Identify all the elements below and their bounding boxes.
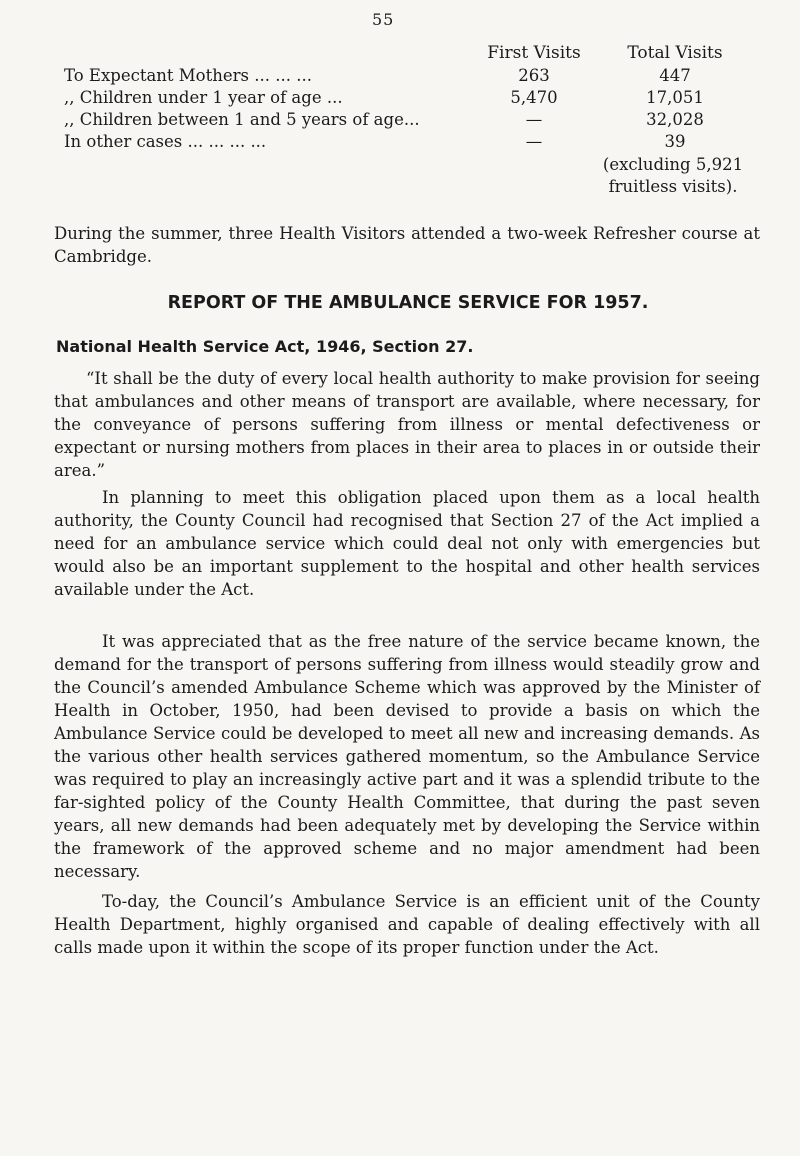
table-header-row: [64, 42, 756, 64]
table-row: [64, 108, 756, 130]
row-label: ,, Children under 1 year of age ...: [64, 87, 343, 107]
first-visits-value: —: [525, 131, 543, 151]
planning-paragraph: In planning to meet this obligation placed upon them as a local health authority, the County Council had recognised that Section 27 of the Act implied a need for an ambulance service which could deal not only with emergencies but would also be an important supplement to the hospital and other health services available under the Act.: [54, 488, 760, 599]
act-heading: National Health Service Act, 1946, Section 27.: [56, 337, 474, 356]
table-row: [64, 86, 756, 108]
column-header-total-visits: Total Visits: [627, 43, 723, 63]
first-visits-value: 5,470: [510, 87, 558, 107]
total-visits-value: 447: [659, 65, 691, 85]
refresher-course-paragraph: During the summer, three Health Visitors attended a two-week Refresher course at Cambridge.: [54, 224, 760, 266]
act-quote-paragraph: “It shall be the duty of every local health authority to make provision for seeing that ambulances and other means of transport are available, where necessary, for the conveyance of persons suffering from illness or mental defectiveness or expectant or nursing mothers from places in their area to places in or outside their area.”: [54, 369, 760, 480]
report-title: REPORT OF THE AMBULANCE SERVICE FOR 1957.: [167, 293, 649, 313]
row-label: ,, Children between 1 and 5 years of age...: [64, 109, 420, 129]
page-number: 55: [372, 10, 395, 29]
row-label: In other cases ... ... ... ...: [64, 131, 267, 151]
first-visits-value: 263: [518, 65, 550, 85]
column-header-first-visits: First Visits: [487, 43, 581, 63]
total-visits-value: 39: [664, 131, 686, 151]
total-visits-value: 32,028: [646, 109, 704, 129]
total-visits-value: 17,051: [646, 87, 704, 107]
table-row: [64, 130, 756, 152]
row-label: To Expectant Mothers ... ... ...: [64, 65, 312, 85]
fruitless-visits-note: (excluding 5,921 fruitless visits).: [602, 155, 744, 196]
first-visits-value: —: [525, 109, 543, 129]
column-header: [64, 42, 474, 64]
visits-table: [64, 42, 756, 152]
demand-paragraph: It was appreciated that as the free nature of the service became known, the demand for the transport of persons suffering from illness would steadily grow and the Council’s amended Ambulance Scheme which was approved by the Minister of Health in October, 1950, had been devised to provide a basis on which the Ambulance Service could be developed to meet all new and increasing demands. As the various other health services gathered momentum, so the Ambulance Service was required to play an increasingly active part and it was a splendid tribute to the far-sighted policy of the County Health Committee, that during the past seven years, all new demands had been adequately met by developing the Service within the framework of the approved scheme and no major amendment had been necessary.: [54, 632, 760, 881]
today-paragraph: To-day, the Council’s Ambulance Service is an efficient unit of the County Health Department, highly organised and capable of dealing effectively with all calls made upon it within the scope of its proper function under the Act.: [54, 892, 760, 957]
table-row: [64, 64, 756, 86]
